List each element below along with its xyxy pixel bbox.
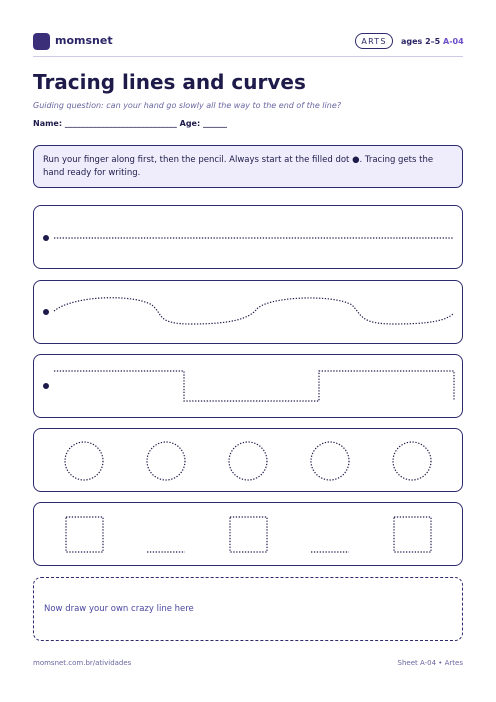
dotted-circle bbox=[311, 442, 349, 480]
dotted-circle bbox=[229, 442, 267, 480]
free-draw-area bbox=[33, 577, 463, 641]
brand-logo-icon bbox=[33, 33, 50, 50]
square-wave-trace bbox=[34, 355, 464, 419]
instructions-text: Run your finger along first, then the pencil. Always start at the filled dot ●. Tracing gets the hand ready for writing. bbox=[43, 155, 434, 178]
name-age-line: Name: ____________________________ Age: ______ bbox=[33, 119, 227, 128]
subject-pill: ARTS bbox=[355, 33, 393, 49]
dotted-square bbox=[230, 517, 267, 552]
sheet-code: A-04 bbox=[443, 37, 464, 46]
start-dot-icon bbox=[43, 383, 49, 389]
brand-name: momsnet bbox=[55, 34, 113, 47]
dotted-circle bbox=[147, 442, 185, 480]
trace-card-circles bbox=[33, 428, 463, 492]
footer-url: momsnet.com.br/atividades bbox=[33, 659, 132, 667]
squares-trace bbox=[34, 503, 464, 567]
trace-card-squares bbox=[33, 502, 463, 566]
age-range: ages 2–5 bbox=[401, 37, 441, 46]
straight-line-trace bbox=[34, 206, 464, 270]
guiding-question: Guiding question: can your hand go slowly all the way to the end of the line? bbox=[33, 101, 341, 110]
page-title: Tracing lines and curves bbox=[33, 70, 306, 94]
trace-card-wave bbox=[33, 280, 463, 344]
dotted-circle bbox=[393, 442, 431, 480]
dotted-wave-line bbox=[54, 298, 454, 324]
trace-card-straight-line bbox=[33, 205, 463, 269]
footer-sheet-info: Sheet A-04 • Artes bbox=[397, 659, 463, 667]
start-dot-icon bbox=[43, 235, 49, 241]
free-draw-label: Now draw your own crazy line here bbox=[44, 604, 194, 614]
dotted-square-wave-line bbox=[54, 371, 454, 401]
dotted-square bbox=[66, 517, 103, 552]
circles-trace bbox=[34, 429, 464, 493]
dotted-circle bbox=[65, 442, 103, 480]
wave-trace bbox=[34, 281, 464, 345]
dotted-square bbox=[394, 517, 431, 552]
instructions-box bbox=[33, 145, 463, 188]
header-divider bbox=[33, 56, 463, 57]
start-dot-icon bbox=[43, 309, 49, 315]
trace-card-square-wave bbox=[33, 354, 463, 418]
